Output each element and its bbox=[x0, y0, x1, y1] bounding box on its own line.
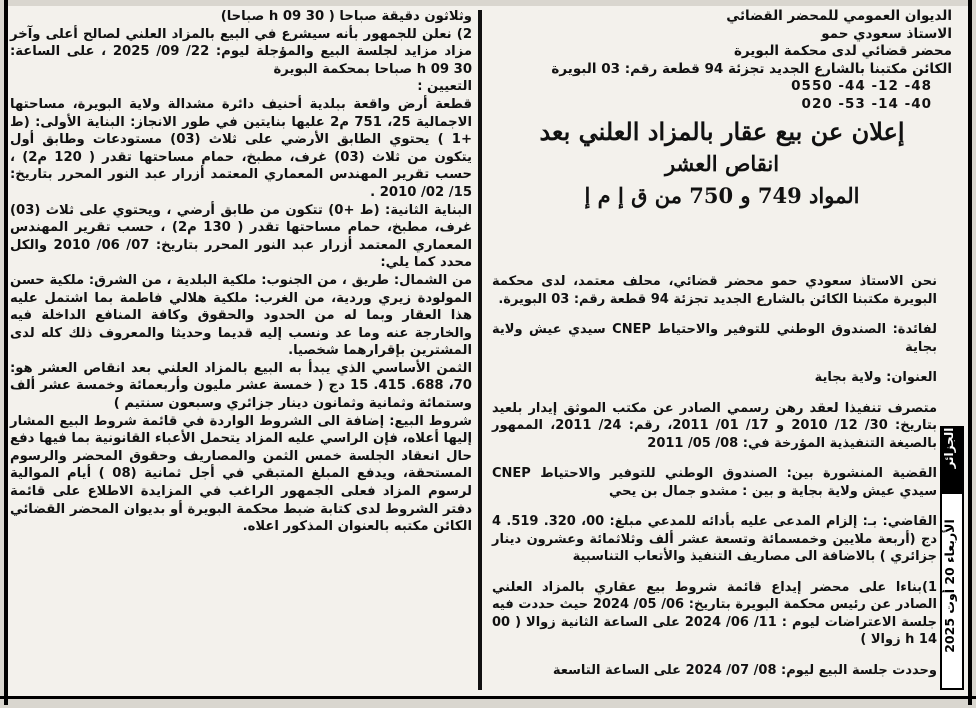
left-column bbox=[10, 8, 472, 536]
paragraph-beneficiary: لفائدة: الصندوق الوطني للتوفير والاحتياط CNEP سيدي عيش ولاية بجاية bbox=[492, 322, 937, 355]
publication-date: الأربعاء 20 أوت 2025 bbox=[942, 519, 957, 653]
paragraph-boundaries: من الشمال: طريق ، من الجنوب: ملكية البلدية ، من الشرق: ملكية حسن المولودة زيري وردية، من الغرب: ملكية هلالي فاطمة بما اشتمل عليه هذا العقار وبما له من الحدود والحقوق وكافة المنافع الداخلة فيه والخارجة عنه وما عد ونسب إليه قديما وحديثا والمعروف ذلك كله لدى المشترين بإقرارهما شخصيا. bbox=[10, 272, 472, 359]
paragraph-sale-terms: شروط البيع: إضافة الى الشروط الواردة في قائمة شروط البيع المشار إليها أعلاه، فإن الراسي عليه المزاد يتحمل الأعباء القانونية بما فيها دفع حال انعقاد الجلسة خمس الثمن والمصاريف وحقوق المحضر والرسوم المستحقة، ويدفع المبلغ المتبقي في أجل ثمانية (08 ) أيام الموالية لرسوم المزاد فعلى الجمهور الراغب في المزايدة الاطلاع على قائمة دفتر الشروط لدى كتابة ضبط محكمة البويرة أو بديوان المحضر القضائي الكائن مكتبه بالعنوان المذكور اعلاه. bbox=[10, 413, 473, 535]
heading-designation: التعيين : bbox=[417, 79, 472, 95]
office-name: الديوان العمومي للمحضر القضائي bbox=[726, 8, 952, 24]
bailiff-court: محضر قضائي لدى محكمة البويرة bbox=[733, 43, 952, 59]
paragraph-sale-time: وثلاثون دقيقة صباحا ( 30 09 h صباحا) bbox=[220, 9, 472, 24]
paragraph-sale-session: وحددت جلسة البيع ليوم: 08/ 07/ 2024 على الساعة التاسعة bbox=[552, 662, 937, 678]
paragraph-postponed-sale: 2) نعلن للجمهور بأنه سيشرع في البيع بالمزاد العلني لصالح أعلى وآخر مزاد مزايد لجلسة البيع والمؤجلة ليوم: 22/ 09/ 2025 ، على الساعة: 30 09 h صباحا بمحكمة البويرة bbox=[10, 26, 473, 77]
page-border-right bbox=[968, 0, 972, 705]
phone-number-2: 020 -53 -14 -40 bbox=[801, 95, 932, 112]
paragraph-bailiff-intro: نحن الاستاذ سعودي حمو محضر قضائي، محلف معتمد، لدى محكمة البويرة مكتبنا الكائن بالشارع الجديد تجزئة 94 قطعة رقم: 03 البويرة. bbox=[492, 274, 937, 307]
announcement-title: إعلان عن بيع عقار بالمزاد العلني بعد bbox=[539, 117, 905, 146]
paragraph-judgment: القاضي: بـ: إلزام المدعى عليه بأدائه للمدعي مبلغ: 00، 320. 519. 4 دج (أربعة ملايين وخمسمائة وتسعة عشر ألف وثلاثمائة وعشرون دينار جزائري ) بالاضافة الى مصاريف التنفيذ والأتعاب التناسبية bbox=[492, 514, 938, 564]
newspaper-side-tab bbox=[940, 426, 964, 690]
announcement-articles: المواد 749 و 750 من ق إ م إ bbox=[584, 183, 860, 208]
column-divider bbox=[478, 10, 482, 690]
paragraph-address: العنوان: ولاية بجاية bbox=[814, 370, 937, 385]
paragraph-land-description: قطعة أرض واقعة ببلدية أحنيف دائرة مشدالة ولاية البويرة، مساحتها الاجمالية 25، 751 م2 عليها بنايتين في طور الانجاز: البناية الأولى: (ط +1 ) يحتوي الطابق الأرضي على ثلاث (03) مستودعات وطابق أول يتكون من ثلاث (03) غرف، مطبخ، حمام مساحتها تقدر ( 120 م2) ، حسب تقرير المهندس المعماري المعتمد أزرار عبد النور المحرر بتاريخ: 15/ 02/ 2010 . bbox=[10, 96, 473, 200]
paragraph-mortgage: متصرف تنفيذا لعقد رهن رسمي الصادر عن مكتب الموثق إيدار بلعيد بتاريخ: 30/ 12/ 2010 و 17/ 01/ 2011، رقم: 24/ 2011، الممهور بالصيغة التنفيذية المؤرخة في: 08/ 05/ 2011 bbox=[492, 400, 938, 451]
paragraph-case: القضية المنشورة بين: الصندوق الوطني للتوفير والاحتياط CNEP سيدي عيش ولاية بجاية و بين : مشدو جمال بن يحي bbox=[492, 466, 937, 499]
paragraph-second-building: البناية الثانية: (ط +0) تتكون من طابق أرضي ، ويحتوي على ثلاث (03) غرف، مطبخ، حمام مساحتها تقدر ( 130 م2) ، حسب تقرير المهندس المعماري المعتمد أزرار عبد النور المحرر بتاريخ: 07/ 06/ 2010 والكل محدد كما يلي: bbox=[10, 202, 472, 271]
announcement-title-line2: انقاص العشر bbox=[664, 151, 780, 176]
newspaper-name: الجزائر bbox=[942, 427, 956, 469]
paragraph-conditions-deposit: 1)بناءا على محضر إيداع قائمة شروط بيع عقاري بالمزاد العلني الصادر عن رئيس محكمة البويرة بتاريخ: 06/ 05/ 2024 حيث حددت فيه جلسة الاعتراضات ليوم : 11/ 06/ 2024 على الساعة الثانية زوالا ( 00 14 h زوالا ) bbox=[492, 579, 937, 647]
right-column-header bbox=[492, 8, 952, 209]
paragraph-base-price: الثمن الأساسي الذي يبدأ به البيع بالمزاد العلني بعد انقاص العشر هو: 70، 688. 415. 15 دج ( خمسة عشر مليون وأربعمائة وخمسة عشر ألف وستمائة وثمانية وثمانون دينار جزائري وسبعون سنتيم ) bbox=[10, 360, 472, 412]
page-border-bottom bbox=[0, 696, 976, 699]
right-column-body bbox=[492, 260, 937, 692]
office-address: الكائن مكتبنا بالشارع الجديد تجزئة 94 قطعة رقم: 03 البويرة bbox=[551, 60, 952, 77]
bailiff-name: الاستاذ سعودي حمو bbox=[821, 25, 952, 42]
phone-number-1: 0550 -44 -12 -48 bbox=[791, 78, 932, 94]
